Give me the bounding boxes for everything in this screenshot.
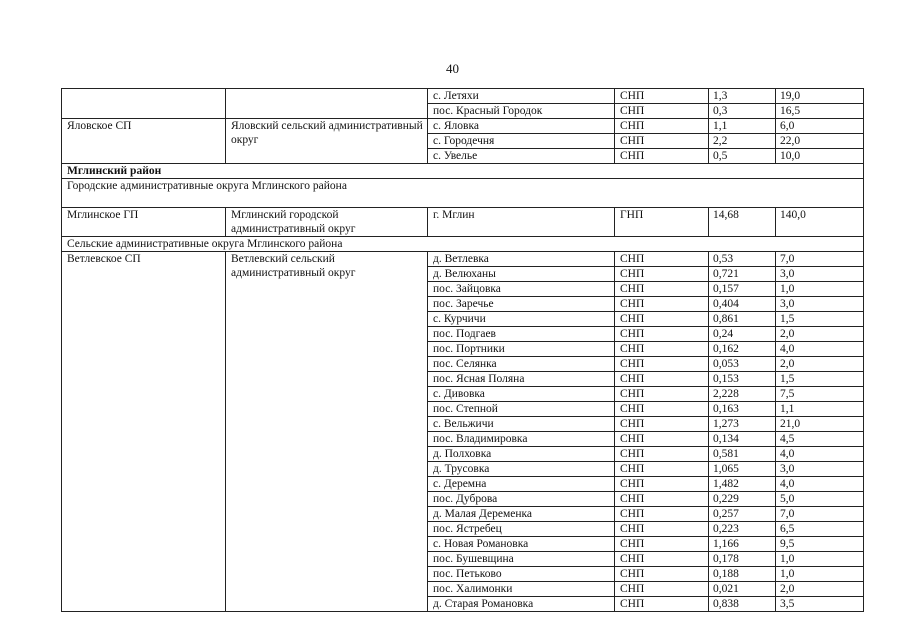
settlement-cell: д. Старая Романовка — [428, 597, 615, 612]
area-cell: 1,3 — [709, 89, 776, 104]
area-cell: 0,721 — [709, 267, 776, 282]
area-cell: 14,68 — [709, 208, 776, 237]
type-cell: СНП — [615, 134, 709, 149]
population-cell: 1,0 — [776, 567, 864, 582]
settlement-cell: д. Малая Деременка — [428, 507, 615, 522]
settlements-table — [61, 88, 864, 612]
type-cell: СНП — [615, 387, 709, 402]
municipality-cell — [62, 89, 226, 119]
settlement-cell: д. Ветлевка — [428, 252, 615, 267]
area-cell: 0,162 — [709, 342, 776, 357]
settlement-cell: с. Яловка — [428, 119, 615, 134]
population-cell: 7,5 — [776, 387, 864, 402]
type-cell: СНП — [615, 267, 709, 282]
population-cell: 3,0 — [776, 297, 864, 312]
area-cell: 0,157 — [709, 282, 776, 297]
area-cell: 0,223 — [709, 522, 776, 537]
settlement-cell: с. Вельжичи — [428, 417, 615, 432]
type-cell: СНП — [615, 402, 709, 417]
area-cell: 0,5 — [709, 149, 776, 164]
type-cell: СНП — [615, 357, 709, 372]
type-cell: СНП — [615, 537, 709, 552]
settlement-cell: пос. Зайцовка — [428, 282, 615, 297]
type-cell: ГНП — [615, 208, 709, 237]
area-cell: 0,188 — [709, 567, 776, 582]
type-cell: СНП — [615, 522, 709, 537]
population-cell: 9,5 — [776, 537, 864, 552]
section-title: Мглинский район — [62, 164, 864, 179]
population-cell: 5,0 — [776, 492, 864, 507]
table-row — [62, 252, 864, 267]
type-cell: СНП — [615, 89, 709, 104]
municipality-cell: Ветлевское СП — [62, 252, 226, 612]
district-cell: Яловский сельский административный округ — [226, 119, 428, 164]
settlement-cell: пос. Владимировка — [428, 432, 615, 447]
settlement-cell: д. Трусовка — [428, 462, 615, 477]
page-number: 40 — [446, 61, 459, 76]
settlement-cell: пос. Петьково — [428, 567, 615, 582]
urban-heading: Городские административные округа Мглинского района — [62, 179, 864, 208]
type-cell: СНП — [615, 552, 709, 567]
type-cell: СНП — [615, 372, 709, 387]
area-cell: 2,228 — [709, 387, 776, 402]
type-cell: СНП — [615, 567, 709, 582]
type-cell: СНП — [615, 252, 709, 267]
rural-heading: Сельские административные округа Мглинского района — [62, 237, 864, 252]
area-cell: 1,1 — [709, 119, 776, 134]
population-cell: 1,0 — [776, 282, 864, 297]
settlement-cell: г. Мглин — [428, 208, 615, 237]
table-row — [62, 208, 864, 237]
type-cell: СНП — [615, 312, 709, 327]
area-cell: 0,134 — [709, 432, 776, 447]
type-cell: СНП — [615, 342, 709, 357]
table-row — [62, 119, 864, 134]
settlement-cell: пос. Портники — [428, 342, 615, 357]
type-cell: СНП — [615, 104, 709, 119]
population-cell: 16,5 — [776, 104, 864, 119]
area-cell: 1,273 — [709, 417, 776, 432]
type-cell: СНП — [615, 597, 709, 612]
district-cell — [226, 89, 428, 119]
type-cell: СНП — [615, 297, 709, 312]
population-cell: 7,0 — [776, 507, 864, 522]
area-cell: 0,24 — [709, 327, 776, 342]
settlement-cell: д. Полховка — [428, 447, 615, 462]
type-cell: СНП — [615, 462, 709, 477]
population-cell: 22,0 — [776, 134, 864, 149]
settlement-cell: с. Летяхи — [428, 89, 615, 104]
district-cell: Мглинский городской административный округ — [226, 208, 428, 237]
area-cell: 0,581 — [709, 447, 776, 462]
municipality-cell: Мглинское ГП — [62, 208, 226, 237]
settlement-cell: пос. Степной — [428, 402, 615, 417]
population-cell: 1,1 — [776, 402, 864, 417]
population-cell: 2,0 — [776, 582, 864, 597]
population-cell: 4,0 — [776, 477, 864, 492]
population-cell: 3,0 — [776, 267, 864, 282]
type-cell: СНП — [615, 582, 709, 597]
settlement-cell: пос. Ястребец — [428, 522, 615, 537]
type-cell: СНП — [615, 492, 709, 507]
population-cell: 19,0 — [776, 89, 864, 104]
type-cell: СНП — [615, 447, 709, 462]
population-cell: 140,0 — [776, 208, 864, 237]
population-cell: 7,0 — [776, 252, 864, 267]
population-cell: 3,0 — [776, 462, 864, 477]
population-cell: 6,5 — [776, 522, 864, 537]
population-cell: 6,0 — [776, 119, 864, 134]
area-cell: 0,153 — [709, 372, 776, 387]
table-row — [62, 179, 864, 208]
area-cell: 0,178 — [709, 552, 776, 567]
population-cell: 3,5 — [776, 597, 864, 612]
table-row — [62, 237, 864, 252]
area-cell: 0,838 — [709, 597, 776, 612]
area-cell: 0,404 — [709, 297, 776, 312]
type-cell: СНП — [615, 119, 709, 134]
type-cell: СНП — [615, 149, 709, 164]
area-cell: 0,021 — [709, 582, 776, 597]
area-cell: 0,861 — [709, 312, 776, 327]
type-cell: СНП — [615, 432, 709, 447]
population-cell: 4,0 — [776, 447, 864, 462]
settlement-cell: с. Увелье — [428, 149, 615, 164]
population-cell: 1,5 — [776, 312, 864, 327]
area-cell: 0,053 — [709, 357, 776, 372]
settlement-cell: пос. Бушевщина — [428, 552, 615, 567]
area-cell: 0,229 — [709, 492, 776, 507]
area-cell: 0,3 — [709, 104, 776, 119]
population-cell: 21,0 — [776, 417, 864, 432]
settlement-cell: пос. Селянка — [428, 357, 615, 372]
area-cell: 1,065 — [709, 462, 776, 477]
settlement-cell: с. Деремна — [428, 477, 615, 492]
settlement-cell: с. Городечня — [428, 134, 615, 149]
district-cell: Ветлевский сельский административный округ — [226, 252, 428, 612]
area-cell: 0,53 — [709, 252, 776, 267]
area-cell: 0,257 — [709, 507, 776, 522]
area-cell: 0,163 — [709, 402, 776, 417]
area-cell: 2,2 — [709, 134, 776, 149]
settlement-cell: с. Дивовка — [428, 387, 615, 402]
population-cell: 1,5 — [776, 372, 864, 387]
population-cell: 1,0 — [776, 552, 864, 567]
population-cell: 4,0 — [776, 342, 864, 357]
area-cell: 1,482 — [709, 477, 776, 492]
type-cell: СНП — [615, 417, 709, 432]
municipality-cell: Яловское СП — [62, 119, 226, 164]
area-cell: 1,166 — [709, 537, 776, 552]
type-cell: СНП — [615, 327, 709, 342]
table-row — [62, 164, 864, 179]
settlement-cell: пос. Халимонки — [428, 582, 615, 597]
settlement-cell: с. Новая Романовка — [428, 537, 615, 552]
type-cell: СНП — [615, 282, 709, 297]
settlement-cell: д. Велюханы — [428, 267, 615, 282]
settlement-cell: пос. Ясная Поляна — [428, 372, 615, 387]
settlement-cell: пос. Заречье — [428, 297, 615, 312]
settlement-cell: пос. Подгаев — [428, 327, 615, 342]
population-cell: 2,0 — [776, 357, 864, 372]
settlement-cell: пос. Дуброва — [428, 492, 615, 507]
type-cell: СНП — [615, 477, 709, 492]
population-cell: 2,0 — [776, 327, 864, 342]
table-row — [62, 89, 864, 104]
type-cell: СНП — [615, 507, 709, 522]
population-cell: 10,0 — [776, 149, 864, 164]
settlement-cell: с. Курчичи — [428, 312, 615, 327]
population-cell: 4,5 — [776, 432, 864, 447]
settlement-cell: пос. Красный Городок — [428, 104, 615, 119]
